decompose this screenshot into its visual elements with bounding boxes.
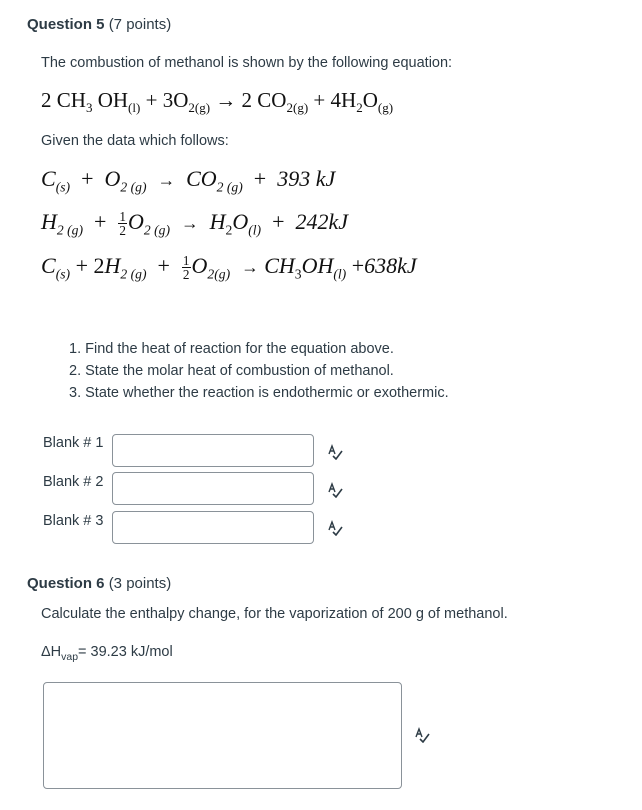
blank-2-label: Blank # 2 xyxy=(43,474,104,490)
data-equation-3: $C_{(s)} + 2H_{2 (g)}$ + $\frac{1}{2}$ $O_{2(g)} \to CH_3OH_{(l)} +638kJ$ xyxy=(41,253,417,283)
spellcheck-icon[interactable] xyxy=(327,520,343,536)
blank-3-label: Blank # 3 xyxy=(43,513,104,529)
blank-2-input[interactable] xyxy=(112,472,314,505)
delta-h-vap: $\Delta H_{vap}= 39.23$ kJ/mol xyxy=(41,644,173,663)
instruction-item: 2. State the molar heat of combustion of methanol. xyxy=(69,363,394,379)
data-equation-1: $C_{(s)} + O_{2 (g)} \to CO_{2 (g)} + 393$ kJ xyxy=(41,166,336,195)
main-equation: 2 $CH_3$ $OH_{(l)} + 3O_{2(g)} \to 2$ $CO_{2(g)} + 4H_2O_{(g)}$ xyxy=(41,88,394,116)
question-6-points: (3 points) xyxy=(108,575,172,592)
question-6-prompt: Calculate the enthalpy change, for the vaporization of 200 g of methanol. xyxy=(41,606,508,622)
instruction-item: 3. State whether the reaction is endothermic or exothermic. xyxy=(69,385,449,401)
blank-1-input[interactable] xyxy=(112,434,314,467)
spellcheck-icon[interactable] xyxy=(327,482,343,498)
question-5-header xyxy=(27,16,171,33)
question-5-title: Question 5 xyxy=(27,16,105,33)
spellcheck-icon[interactable] xyxy=(414,727,430,743)
blank-3-input[interactable] xyxy=(112,511,314,544)
data-equation-2: $H_{2 (g)}$ + $\frac{1}{2}$ $O_{2 (g)} \to H_2O_{(l)} + 242kJ$ xyxy=(41,209,349,239)
blank-1-label: Blank # 1 xyxy=(43,435,104,451)
answer-textarea[interactable] xyxy=(43,682,402,789)
given-data-text: Given the data which follows: xyxy=(41,133,229,149)
question-6-header xyxy=(27,575,171,592)
instructions-list xyxy=(69,338,449,404)
question-6-title: Question 6 xyxy=(27,575,105,592)
spellcheck-icon[interactable] xyxy=(327,444,343,460)
instruction-item: 1. Find the heat of reaction for the equation above. xyxy=(69,341,394,357)
question-5-points: (7 points) xyxy=(108,16,172,33)
question-5-intro: The combustion of methanol is shown by the following equation: xyxy=(41,55,453,71)
